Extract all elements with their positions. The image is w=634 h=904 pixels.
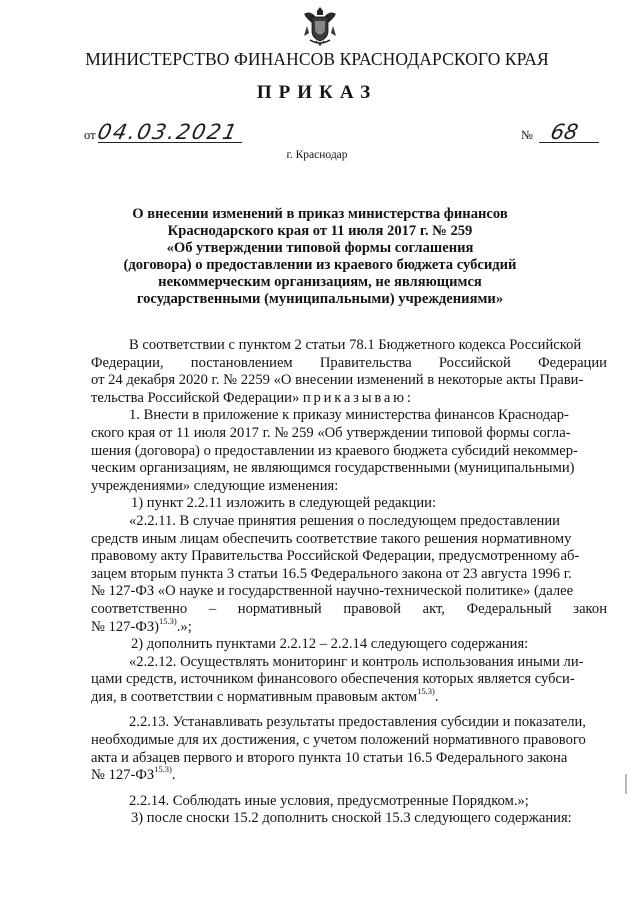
body-line: «2.2.12. Осуществлять мониторинг и контроль использования иными ли- <box>129 653 584 670</box>
body-line: необходимые для их достижения, с учетом положений нормативного правового <box>91 732 586 749</box>
body-line: соответственно – нормативный правовой акт, Федеральный закон <box>91 600 607 617</box>
title-line: (договора) о предоставлении из краевого бюджета субсидий <box>123 257 517 274</box>
title-line: некоммерческим организациям, не являющимся <box>158 274 482 291</box>
body-line <box>91 764 607 785</box>
body-line: шения (договора) о предоставлении из краевого бюджета субсидий некоммер- <box>91 442 578 459</box>
body-line: ского края от 11 июля 2017 г. № 259 «Об утверждении типовой формы согла- <box>91 424 571 441</box>
body-line <box>91 615 607 637</box>
title-line: «Об утверждении типовой формы соглашения <box>166 240 474 257</box>
city: г. Краснодар <box>286 149 348 161</box>
document-body <box>91 337 607 828</box>
date-underline <box>98 142 242 143</box>
footnote-ref: 15.3) <box>159 615 177 626</box>
body-text: № 127-ФЗ <box>91 767 155 784</box>
body-line: В соответствии с пунктом 2 статьи 78.1 Бюджетного кодекса Российской <box>129 337 582 353</box>
body-text: дия, в соответствии с нормативным правовым актом <box>91 688 418 705</box>
body-line: Федерации, постановлением Правительства Российской Федерации <box>91 354 607 371</box>
body-line: 2.2.14. Соблюдать иные условия, предусмотренные Порядком.»; <box>129 792 529 809</box>
spacer <box>91 785 607 793</box>
body-text: тельства Российской Федерации» <box>91 389 300 406</box>
date-prefix: от <box>84 128 96 142</box>
body-line: средств иным лицам обеспечить соответствие такого решения нормативному <box>91 530 572 547</box>
body-line: 2) дополнить пунктами 2.2.12 – 2.2.14 следующего содержания: <box>131 636 529 653</box>
body-line <box>91 390 607 408</box>
body-line: от 24 декабря 2020 г. № 2259 «О внесении изменений в некоторые акты Прави- <box>91 372 584 389</box>
body-line: цами средств, источником финансового обеспечения которых является субси- <box>91 671 575 688</box>
footnote-ref: 15.3) <box>417 686 435 697</box>
body-text: № 127-ФЗ) <box>91 618 160 635</box>
title-line: Краснодарского края от 11 июля 2017 г. № 259 <box>167 223 473 240</box>
spacer <box>91 706 607 714</box>
body-line: «2.2.11. В случае принятия решения о последующем предоставлении <box>129 512 560 529</box>
order-word: приказываю: <box>302 389 414 406</box>
number-underline <box>539 142 599 143</box>
body-line: зацем вторым пункта 3 статьи 16.5 Федерального закона от 23 августа 1996 г. <box>91 565 572 582</box>
document-type: ПРИКАЗ <box>256 82 378 103</box>
footnote-ref: 15.3) <box>154 764 172 775</box>
body-text: . <box>434 688 439 705</box>
body-line: 3) после сноски 15.2 дополнить сноской 15.3 следующего содержания: <box>131 810 572 827</box>
title-line: О внесении изменений в приказ министерства финансов <box>132 206 508 222</box>
body-line: № 127-ФЗ «О науке и государственной научно-технической политике» (далее <box>91 583 574 600</box>
coat-of-arms-icon <box>300 4 340 46</box>
body-line <box>91 686 607 707</box>
body-line: правовому акту Правительства Российской Федерации, предусмотренному аб- <box>91 548 580 565</box>
body-line: ческим организациям, не являющимся государственными (муниципальными) <box>91 460 575 477</box>
body-text: .»; <box>176 618 192 635</box>
scan-margin-mark <box>625 774 627 794</box>
document-title <box>80 206 560 309</box>
body-line: 1. Внести в приложение к приказу министерства финансов Краснодар- <box>129 407 569 424</box>
date-value: 04.03.2021 <box>95 120 241 144</box>
body-line: акта и абзацев первого и второго пункта 10 статьи 16.5 Федерального закона <box>91 749 568 766</box>
body-text: . <box>171 767 176 784</box>
body-line: 1) пункт 2.2.11 изложить в следующей редакции: <box>131 495 437 512</box>
number-sign: № <box>521 128 533 142</box>
title-line: государственными (муниципальными) учреждениями» <box>136 291 504 308</box>
ministry-name: МИНИСТЕРСТВО ФИНАНСОВ КРАСНОДАРСКОГО КРАЯ <box>85 49 549 69</box>
body-line: 2.2.13. Устанавливать результаты предоставления субсидии и показатели, <box>129 714 586 731</box>
number-value: 68 <box>548 120 581 144</box>
body-line: учреждениями» следующие изменения: <box>91 477 339 494</box>
